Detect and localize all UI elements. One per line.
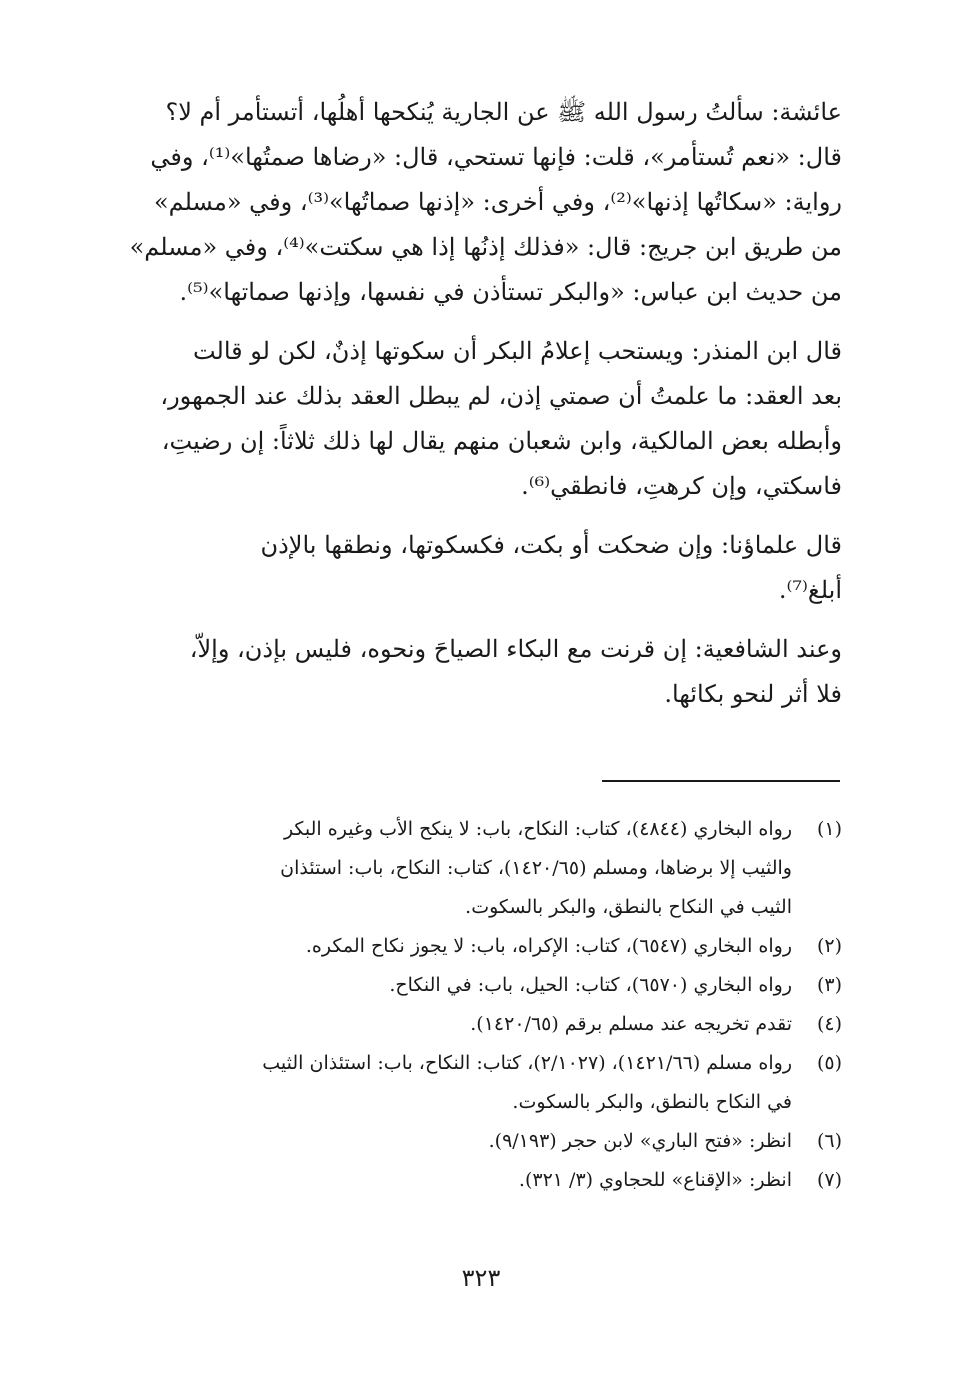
- footnote-text: [120, 1161, 792, 1200]
- text-line: فلا أثر لنحو بكائها.: [664, 680, 842, 708]
- footnote-number: (٣): [816, 974, 842, 996]
- footnote: [120, 1044, 842, 1122]
- footnote-text: [120, 1005, 792, 1044]
- footnote-number: (٦): [816, 1130, 842, 1152]
- text-line: رواه البخاري (٦٥٤٧)، كتاب: الإكراه، باب: لا يجوز نكاح المكره.: [305, 935, 792, 957]
- text-line: الثيب في النكاح بالنطق، والبكر بالسكوت.: [465, 896, 792, 918]
- text-line: بعد العقد: ما علمتُ أن صمتي إذن، لم يبطل العقد بذلك عند الجمهور،: [160, 382, 842, 410]
- text-line: أبلغ⁽⁷⁾.: [778, 576, 842, 604]
- text-line: قال: «نعم تُستأمر»، قلت: فإنها تستحي، قال: «رضاها صمتُها»⁽¹⁾، وفي: [150, 143, 842, 171]
- footnote-text: [120, 966, 792, 1005]
- text-line: قال علماؤنا: وإن ضحكت أو بكت، فكسكوتها، ونطقها بالإذن: [260, 531, 842, 559]
- footnotes: [120, 810, 842, 1200]
- text-line: فاسكتي، وإن كرهتِ، فانطقي⁽⁶⁾.: [521, 472, 842, 500]
- text-line: في النكاح بالنطق، والبكر بالسكوت.: [512, 1091, 792, 1113]
- footnote-number: (٧): [816, 1169, 842, 1191]
- footnote-number: (٢): [816, 935, 842, 957]
- paragraph: [120, 329, 842, 509]
- footnote-text: [120, 1044, 792, 1122]
- text-line: رواية: «سكاتُها إذنها»⁽²⁾، وفي أخرى: «إذنها صماتُها»⁽³⁾، وفي «مسلم»: [153, 188, 842, 216]
- footnote-number: (٥): [816, 1052, 842, 1074]
- page-number: ٣٢٣: [461, 1264, 501, 1292]
- paragraph: [120, 90, 842, 315]
- text-line: من حديث ابن عباس: «والبكر تستأذن في نفسها، وإذنها صماتها»⁽⁵⁾.: [179, 278, 842, 306]
- footnote-text: [120, 810, 792, 927]
- footnote: [120, 1122, 842, 1161]
- footnote-text: [120, 1122, 792, 1161]
- footnote: [120, 927, 842, 966]
- text-line: انظر: «الإقناع» للحجاوي (٣/ ٣٢١).: [518, 1169, 792, 1191]
- text-line: رواه البخاري (٦٥٧٠)، كتاب: الحيل، باب: في النكاح.: [389, 974, 792, 996]
- text-line: انظر: «فتح الباري» لابن حجر (٩/١٩٣).: [488, 1130, 792, 1152]
- text-line: وأبطله بعض المالكية، وابن شعبان منهم يقال لها ذلك ثلاثاً: إن رضيتِ،: [161, 427, 842, 455]
- footnote-divider: [602, 780, 840, 782]
- text-line: رواه البخاري (٤٨٤٤)، كتاب: النكاح، باب: لا ينكح الأب وغيره البكر: [283, 818, 792, 840]
- footnote-number: (٤): [816, 1013, 842, 1035]
- footnote: [120, 1005, 842, 1044]
- text-line: وعند الشافعية: إن قرنت مع البكاء الصياحَ ونحوه، فليس بإذن، وإلاّ،: [189, 635, 842, 663]
- main-text: [120, 90, 842, 731]
- footnote: [120, 810, 842, 927]
- text-line: من طريق ابن جريج: قال: «فذلك إذنُها إذا هي سكتت»⁽⁴⁾، وفي «مسلم»: [129, 233, 842, 261]
- text-line: رواه مسلم (١٤٢١/٦٦)، (٢/١٠٢٧)، كتاب: النكاح، باب: استئذان الثيب: [262, 1052, 792, 1074]
- footnote: [120, 1161, 842, 1200]
- text-line: عائشة: سألتُ رسول الله ﷺ عن الجارية يُنكحها أهلُها، أتستأمر أم لا؟: [165, 98, 842, 126]
- text-line: والثيب إلا برضاها، ومسلم (١٤٢٠/٦٥)، كتاب: النكاح، باب: استئذان: [280, 857, 792, 879]
- text-line: قال ابن المنذر: ويستحب إعلامُ البكر أن سكوتها إذنٌ، لكن لو قالت: [192, 337, 842, 365]
- text-line: تقدم تخريجه عند مسلم برقم (١٤٢٠/٦٥).: [470, 1013, 792, 1035]
- footnote-number: (١): [816, 818, 842, 840]
- footnote-text: [120, 927, 792, 966]
- paragraph: [120, 523, 842, 613]
- footnote: [120, 966, 842, 1005]
- paragraph: [120, 627, 842, 717]
